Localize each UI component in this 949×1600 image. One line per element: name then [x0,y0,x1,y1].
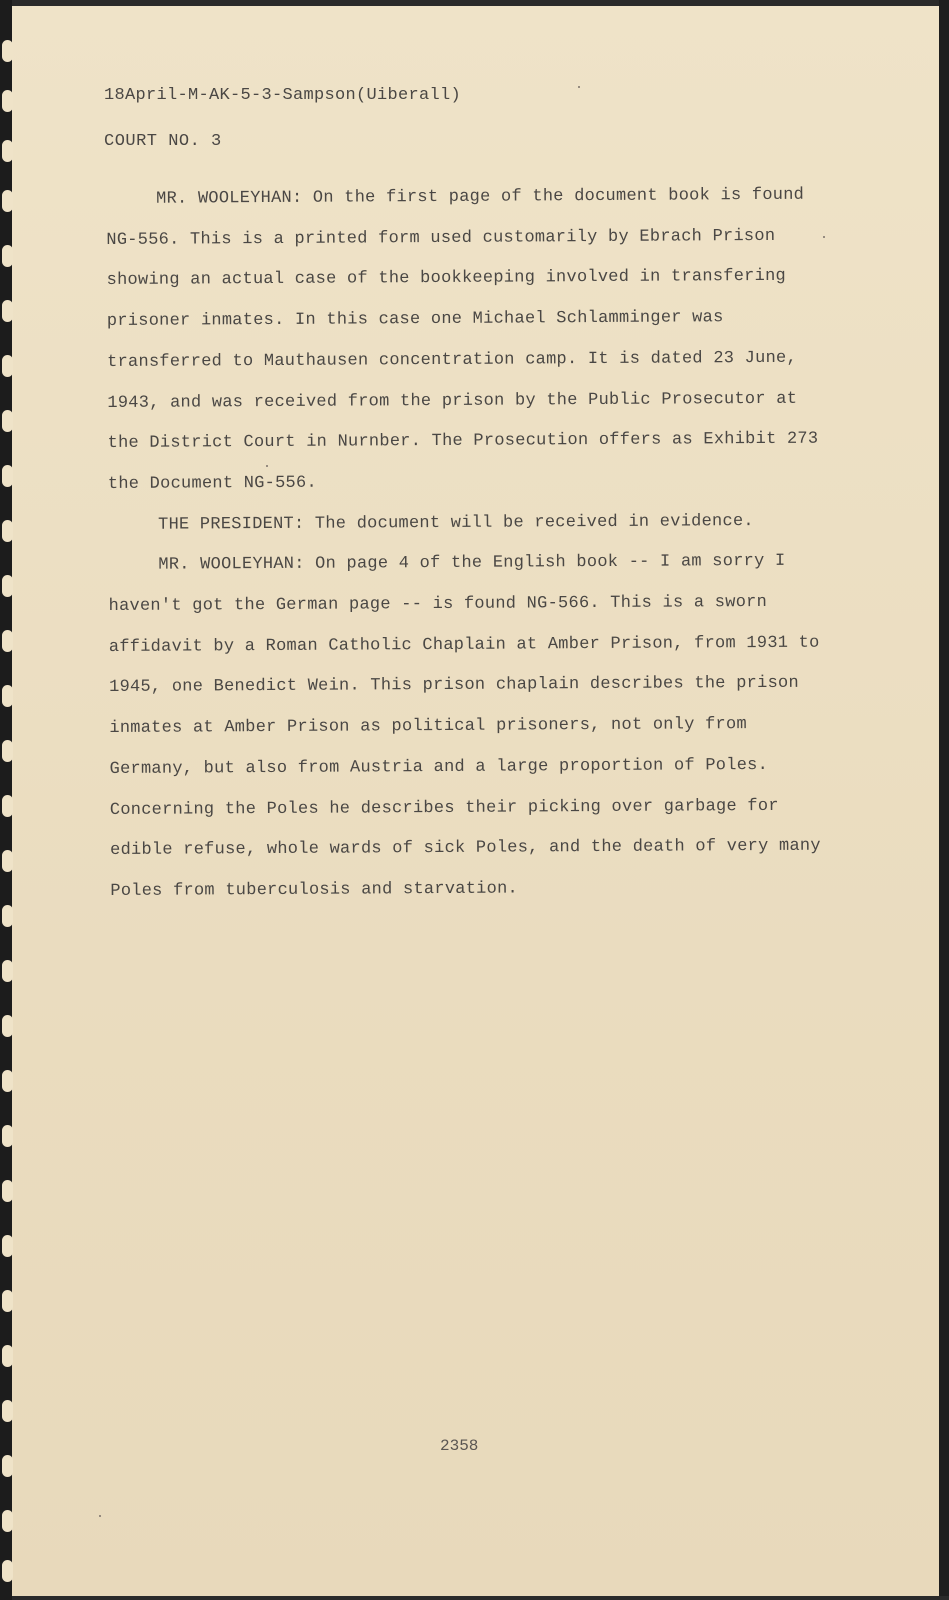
binding-hole [2,245,13,267]
court-number: COURT NO. 3 [104,132,222,151]
binding-hole [2,1015,13,1037]
paper-speck [823,236,825,238]
paper-speck [266,465,268,467]
binding-hole [2,1560,13,1582]
scan-bottom-edge [0,1596,949,1600]
binding-hole [2,960,13,982]
binding-hole [2,685,13,707]
scan-top-edge [0,0,949,6]
paper-speck [99,1515,101,1517]
binding-strip [0,0,12,1600]
binding-hole [2,1235,13,1257]
binding-hole [2,1345,13,1367]
binding-hole [2,40,13,62]
binding-hole [2,1510,13,1532]
binding-hole [2,355,13,377]
binding-hole [2,190,13,212]
page-number: 2358 [440,1437,479,1455]
binding-hole [2,1070,13,1092]
binding-hole [2,740,13,762]
transcript-paragraph: MR. WOOLEYHAN: On page 4 of the English book -- I am sorry I haven't got the German page -- is found NG-566. This is a sworn affidavit by a Roman Catholic Chaplain at Amber Prison, from 1931 to 1945, one Benedict Wein. This prison chaplain describes the prison inmates at Amber Prison as political prisoners, not only from Germany, but also from Austria and a large proportion of Poles. Concerning the Poles he describes their picking over garbage for edible refuse, whole wards of sick Poles, and the death of very many Poles from tuberculosis and starvation. [108,552,821,901]
binding-hole [2,575,13,597]
binding-hole [2,465,13,487]
paper-speck [578,86,580,88]
document-header: 18April-M-AK-5-3-Sampson(Uiberall) [104,86,462,105]
binding-hole [2,630,13,652]
binding-hole [2,300,13,322]
binding-hole [2,850,13,872]
binding-hole [2,1125,13,1147]
binding-hole [2,795,13,817]
binding-hole [2,90,13,112]
transcript-body [106,176,822,913]
binding-hole [2,410,13,432]
transcript-paragraph: MR. WOOLEYHAN: On the first page of the document book is found NG-556. This is a printed form used customarily by Ebrach Prison showing an actual case of the bookkeeping involved in transfering prisoner inmates. In this case one Michael Schlamminger was transferred to Mauthausen concentration camp. It is dated 23 June, 1943, and was received from the prison by the Public Prosecutor at the District Court in Nurnber. The Prosecution offers as Exhibit 273 the Document NG-556. [106,185,819,494]
binding-hole [2,1180,13,1202]
binding-hole [2,1290,13,1312]
binding-hole [2,905,13,927]
scan-right-edge [939,0,949,1600]
binding-hole [2,140,13,162]
transcript-paragraph: THE PRESIDENT: The document will be received in evidence. [158,511,754,535]
binding-hole [2,520,13,542]
binding-hole [2,1400,13,1422]
binding-hole [2,1455,13,1477]
